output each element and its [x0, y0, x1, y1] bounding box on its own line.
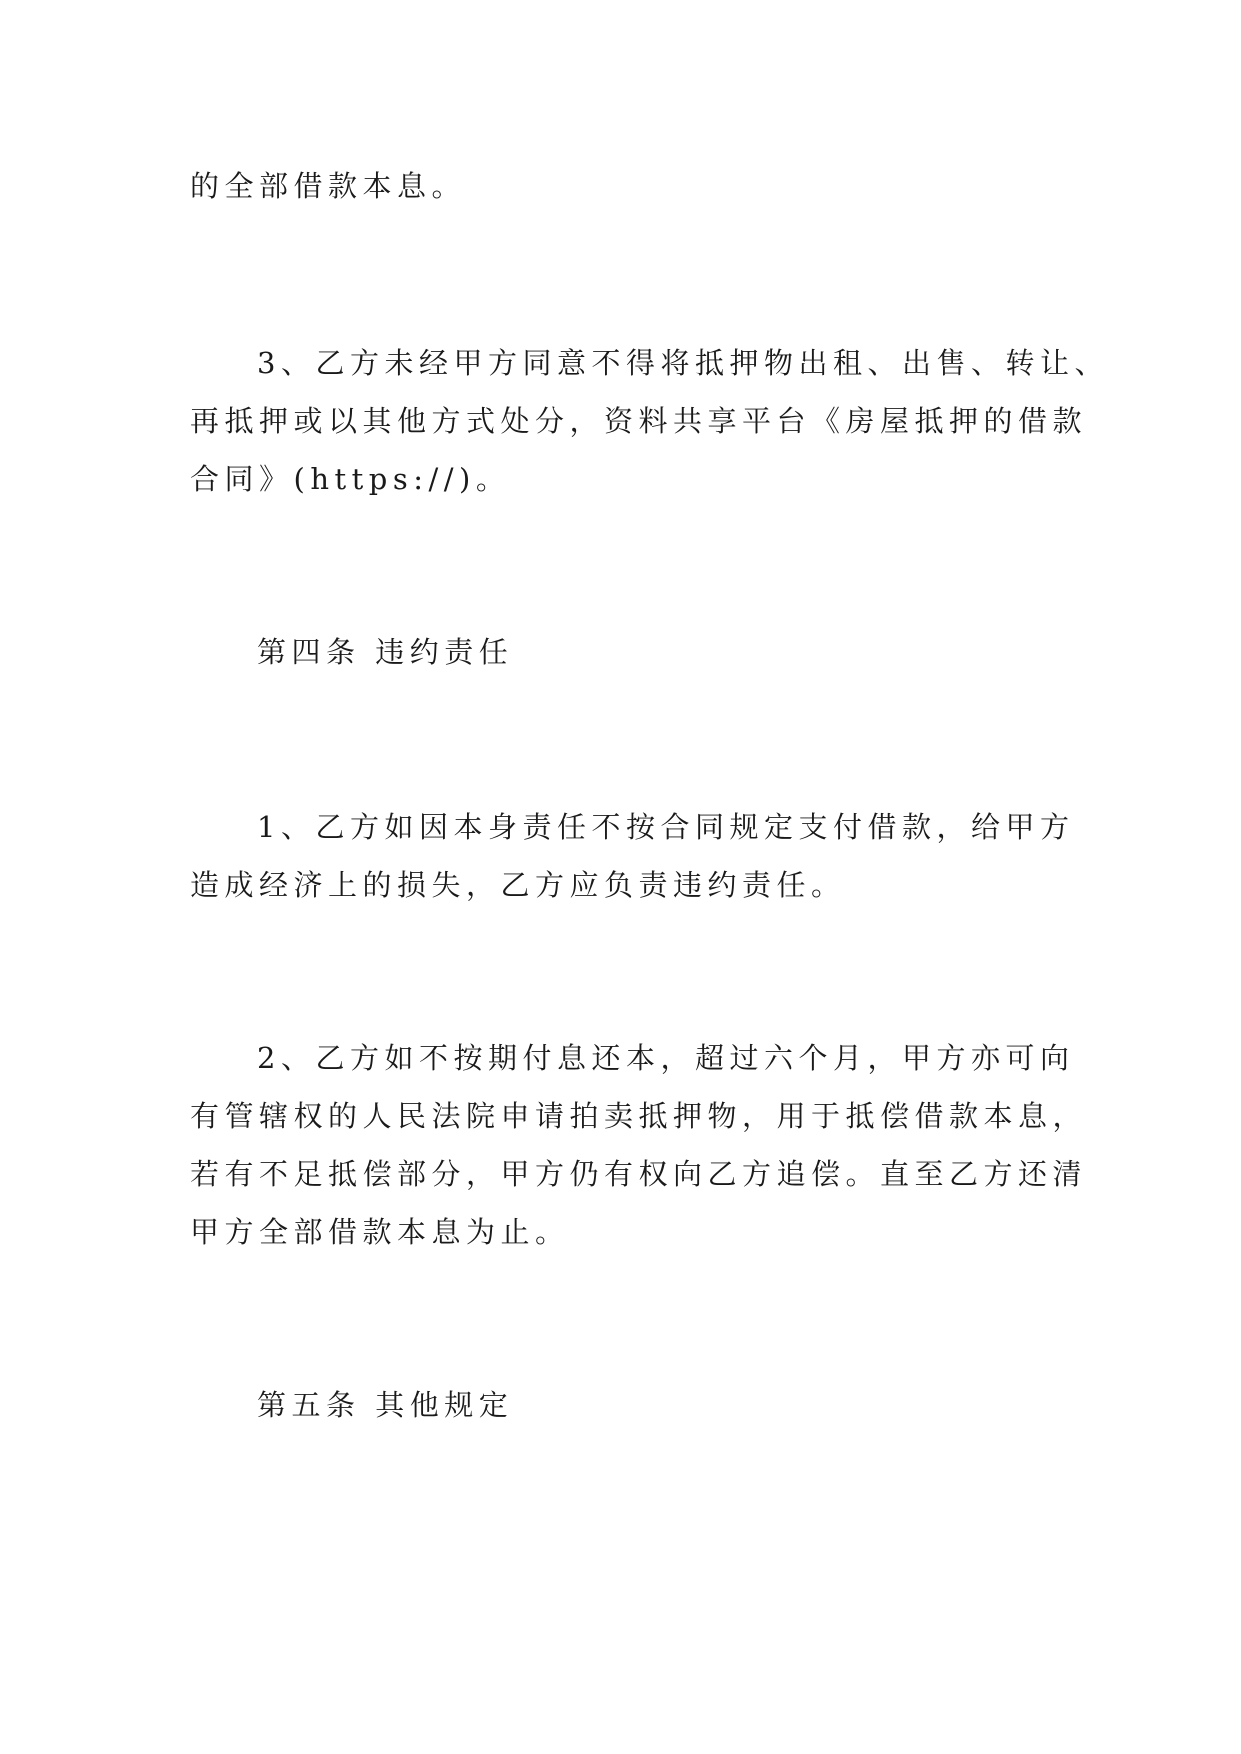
paragraph-line: 2、乙方如不按期付息还本，超过六个月，甲方亦可向	[257, 1041, 1075, 1075]
paragraph-line: 造成经济上的损失，乙方应负责违约责任。	[190, 868, 846, 902]
paragraph-line: 再抵押或以其他方式处分，资料共享平台《房屋抵押的借款	[190, 404, 1088, 438]
paragraph-line: 3、乙方未经甲方同意不得将抵押物出租、出售、转让、	[257, 346, 1109, 380]
paragraph-line: 的全部借款本息。	[190, 169, 467, 203]
section-heading: 第四条 违约责任	[257, 635, 514, 669]
paragraph-line: 甲方全部借款本息为止。	[190, 1215, 570, 1249]
paragraph-line: 合同》(https://)。	[190, 462, 511, 496]
paragraph-line: 1、乙方如因本身责任不按合同规定支付借款，给甲方	[257, 810, 1075, 844]
paragraph-line: 有管辖权的人民法院申请拍卖抵押物，用于抵偿借款本息，	[190, 1099, 1088, 1133]
section-heading: 第五条 其他规定	[257, 1388, 514, 1422]
paragraph-line: 若有不足抵偿部分，甲方仍有权向乙方追偿。直至乙方还清	[190, 1157, 1088, 1191]
